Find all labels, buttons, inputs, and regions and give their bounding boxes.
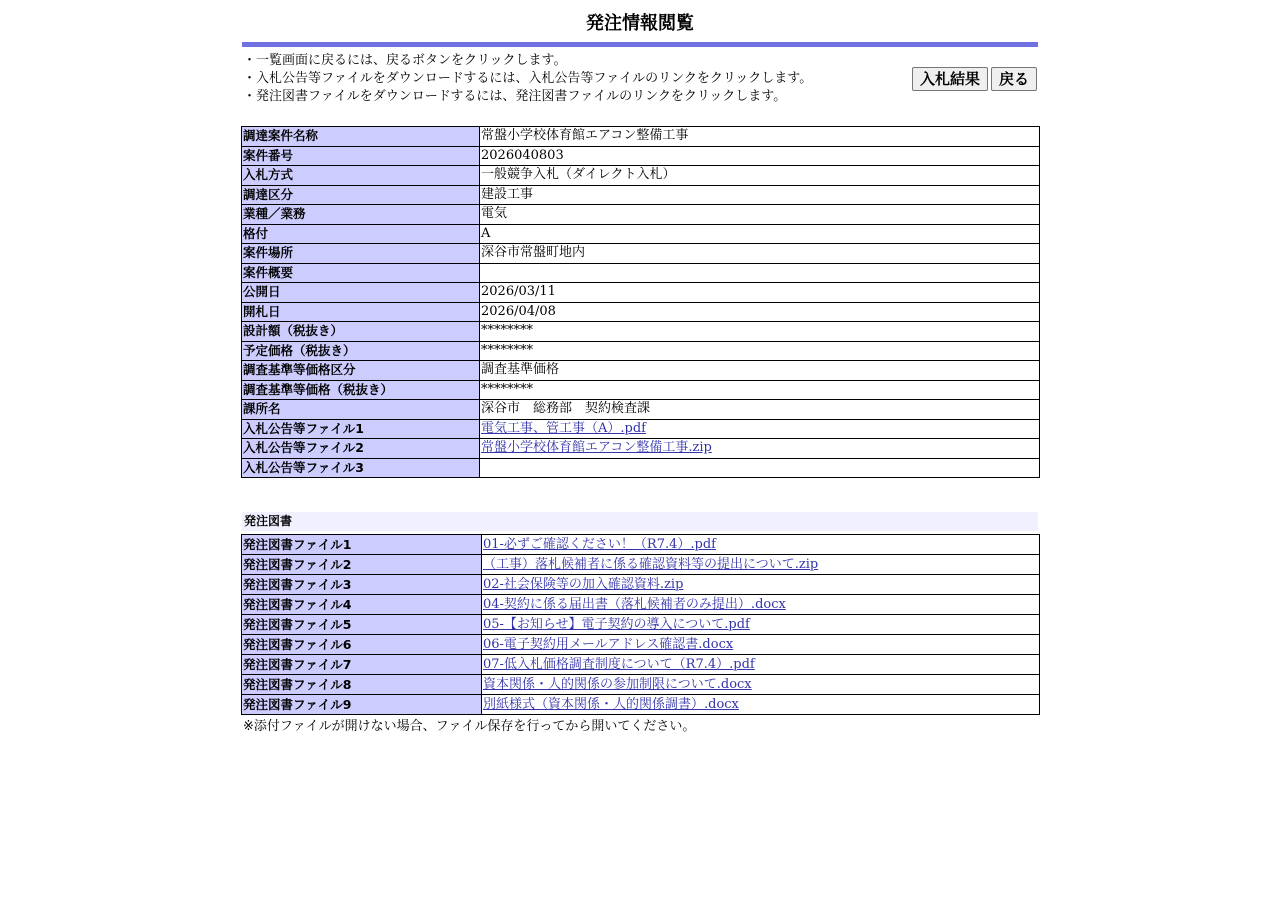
row-label: 調査基準等価格（税抜き） — [242, 380, 480, 400]
row-value: A — [480, 224, 1040, 244]
row-label: 公開日 — [242, 283, 480, 303]
row-value: 調査基準価格 — [480, 361, 1040, 381]
table-row — [242, 205, 1040, 225]
doc-file-link-7[interactable]: 07-低入札価格調査制度について（R7.4）.pdf — [483, 657, 755, 672]
doc-file-link-8[interactable]: 資本関係・人的関係の参加制限について.docx — [483, 677, 752, 692]
table-row — [242, 185, 1040, 205]
page-title: 発注情報閲覧 — [586, 13, 694, 34]
table-row — [242, 322, 1040, 342]
table-row — [242, 283, 1040, 303]
table-row — [242, 244, 1040, 264]
row-value — [482, 675, 1040, 695]
table-row — [242, 555, 1040, 575]
doc-file-link-1[interactable]: 01-必ずご確認ください！（R7.4）.pdf — [483, 537, 716, 552]
row-value — [482, 615, 1040, 635]
row-value: 建設工事 — [480, 185, 1040, 205]
section-header-docs: 発注図書 — [242, 512, 1038, 531]
instructions — [243, 52, 903, 106]
table-row — [242, 458, 1040, 478]
order-info-table — [241, 126, 1040, 478]
row-label: 入札方式 — [242, 166, 480, 186]
row-label: 課所名 — [242, 400, 480, 420]
table-row — [242, 302, 1040, 322]
row-label: 開札日 — [242, 302, 480, 322]
row-label: 案件場所 — [242, 244, 480, 264]
row-label: 設計額（税抜き） — [242, 322, 480, 342]
row-label: 発注図書ファイル7 — [242, 655, 482, 675]
table-row — [242, 635, 1040, 655]
table-row — [242, 575, 1040, 595]
table-row — [242, 655, 1040, 675]
notice-file-link-1[interactable]: 電気工事、管工事（A）.pdf — [481, 420, 646, 436]
instruction-line: ・入札公告等ファイルをダウンロードするには、入札公告等ファイルのリンクをクリックします。 — [243, 71, 813, 86]
row-value: 一般競争入札（ダイレクト入札） — [480, 166, 1040, 186]
doc-file-link-5[interactable]: 05-【お知らせ】電子契約の導入について.pdf — [483, 617, 750, 632]
doc-file-link-2[interactable]: （工事）落札候補者に係る確認資料等の提出について.zip — [483, 557, 819, 572]
title-divider — [242, 42, 1038, 47]
back-button[interactable]: 戻る — [991, 67, 1037, 91]
row-value: 2026040803 — [480, 146, 1040, 166]
row-value — [482, 595, 1040, 615]
notice-file-link-2[interactable]: 常盤小学校体育館エアコン整備工事.zip — [481, 440, 712, 456]
attachment-note: ※添付ファイルが開けない場合、ファイル保存を行ってから開いてください。 — [243, 719, 696, 734]
table-row — [242, 675, 1040, 695]
row-value — [480, 263, 1040, 283]
table-row — [242, 595, 1040, 615]
row-label: 発注図書ファイル5 — [242, 615, 482, 635]
doc-file-link-3[interactable]: 02-社会保険等の加入確認資料.zip — [483, 577, 684, 592]
row-value — [482, 555, 1040, 575]
row-value: ******** — [480, 322, 1040, 342]
row-label: 発注図書ファイル6 — [242, 635, 482, 655]
row-label: 格付 — [242, 224, 480, 244]
doc-file-link-9[interactable]: 別紙様式（資本関係・人的関係調書）.docx — [483, 697, 739, 712]
row-value — [482, 575, 1040, 595]
row-value — [482, 655, 1040, 675]
table-row — [242, 263, 1040, 283]
order-docs-table — [241, 534, 1040, 715]
row-label: 発注図書ファイル8 — [242, 675, 482, 695]
row-value — [480, 439, 1040, 459]
row-label: 業種／業務 — [242, 205, 480, 225]
table-row — [242, 535, 1040, 555]
row-label: 調達案件名称 — [242, 127, 480, 147]
row-value — [482, 635, 1040, 655]
table-row — [242, 695, 1040, 715]
row-label: 入札公告等ファイル1 — [242, 419, 480, 439]
table-row — [242, 380, 1040, 400]
row-label: 発注図書ファイル4 — [242, 595, 482, 615]
row-label: 予定価格（税抜き） — [242, 341, 480, 361]
row-label: 調査基準等価格区分 — [242, 361, 480, 381]
row-value: 深谷市常盤町地内 — [480, 244, 1040, 264]
table-row — [242, 439, 1040, 459]
row-label: 案件番号 — [242, 146, 480, 166]
row-value: ******** — [480, 380, 1040, 400]
table-row — [242, 419, 1040, 439]
row-value: 常盤小学校体育館エアコン整備工事 — [480, 127, 1040, 147]
row-value: 2026/04/08 — [480, 302, 1040, 322]
table-row — [242, 146, 1040, 166]
row-value — [480, 419, 1040, 439]
row-value: 深谷市 総務部 契約検査課 — [480, 400, 1040, 420]
row-value — [482, 535, 1040, 555]
doc-file-link-6[interactable]: 06-電子契約用メールアドレス確認書.docx — [483, 637, 734, 652]
row-label: 発注図書ファイル9 — [242, 695, 482, 715]
table-row — [242, 127, 1040, 147]
row-value — [480, 458, 1040, 478]
row-label: 発注図書ファイル3 — [242, 575, 482, 595]
row-label: 調達区分 — [242, 185, 480, 205]
table-row — [242, 361, 1040, 381]
bid-result-button[interactable]: 入札結果 — [912, 67, 988, 91]
table-row — [242, 166, 1040, 186]
row-label: 発注図書ファイル2 — [242, 555, 482, 575]
instruction-line: ・一覧画面に戻るには、戻るボタンをクリックします。 — [243, 53, 567, 68]
table-row — [242, 341, 1040, 361]
table-row — [242, 224, 1040, 244]
doc-file-link-4[interactable]: 04-契約に係る届出書（落札候補者のみ提出）.docx — [483, 597, 786, 612]
row-value: 2026/03/11 — [480, 283, 1040, 303]
table-row — [242, 400, 1040, 420]
row-value: 電気 — [480, 205, 1040, 225]
instruction-line: ・発注図書ファイルをダウンロードするには、発注図書ファイルのリンクをクリックします。 — [243, 89, 787, 104]
row-value — [482, 695, 1040, 715]
row-label: 入札公告等ファイル3 — [242, 458, 480, 478]
row-value: ******** — [480, 341, 1040, 361]
row-label: 入札公告等ファイル2 — [242, 439, 480, 459]
row-label: 発注図書ファイル1 — [242, 535, 482, 555]
row-label: 案件概要 — [242, 263, 480, 283]
table-row — [242, 615, 1040, 635]
